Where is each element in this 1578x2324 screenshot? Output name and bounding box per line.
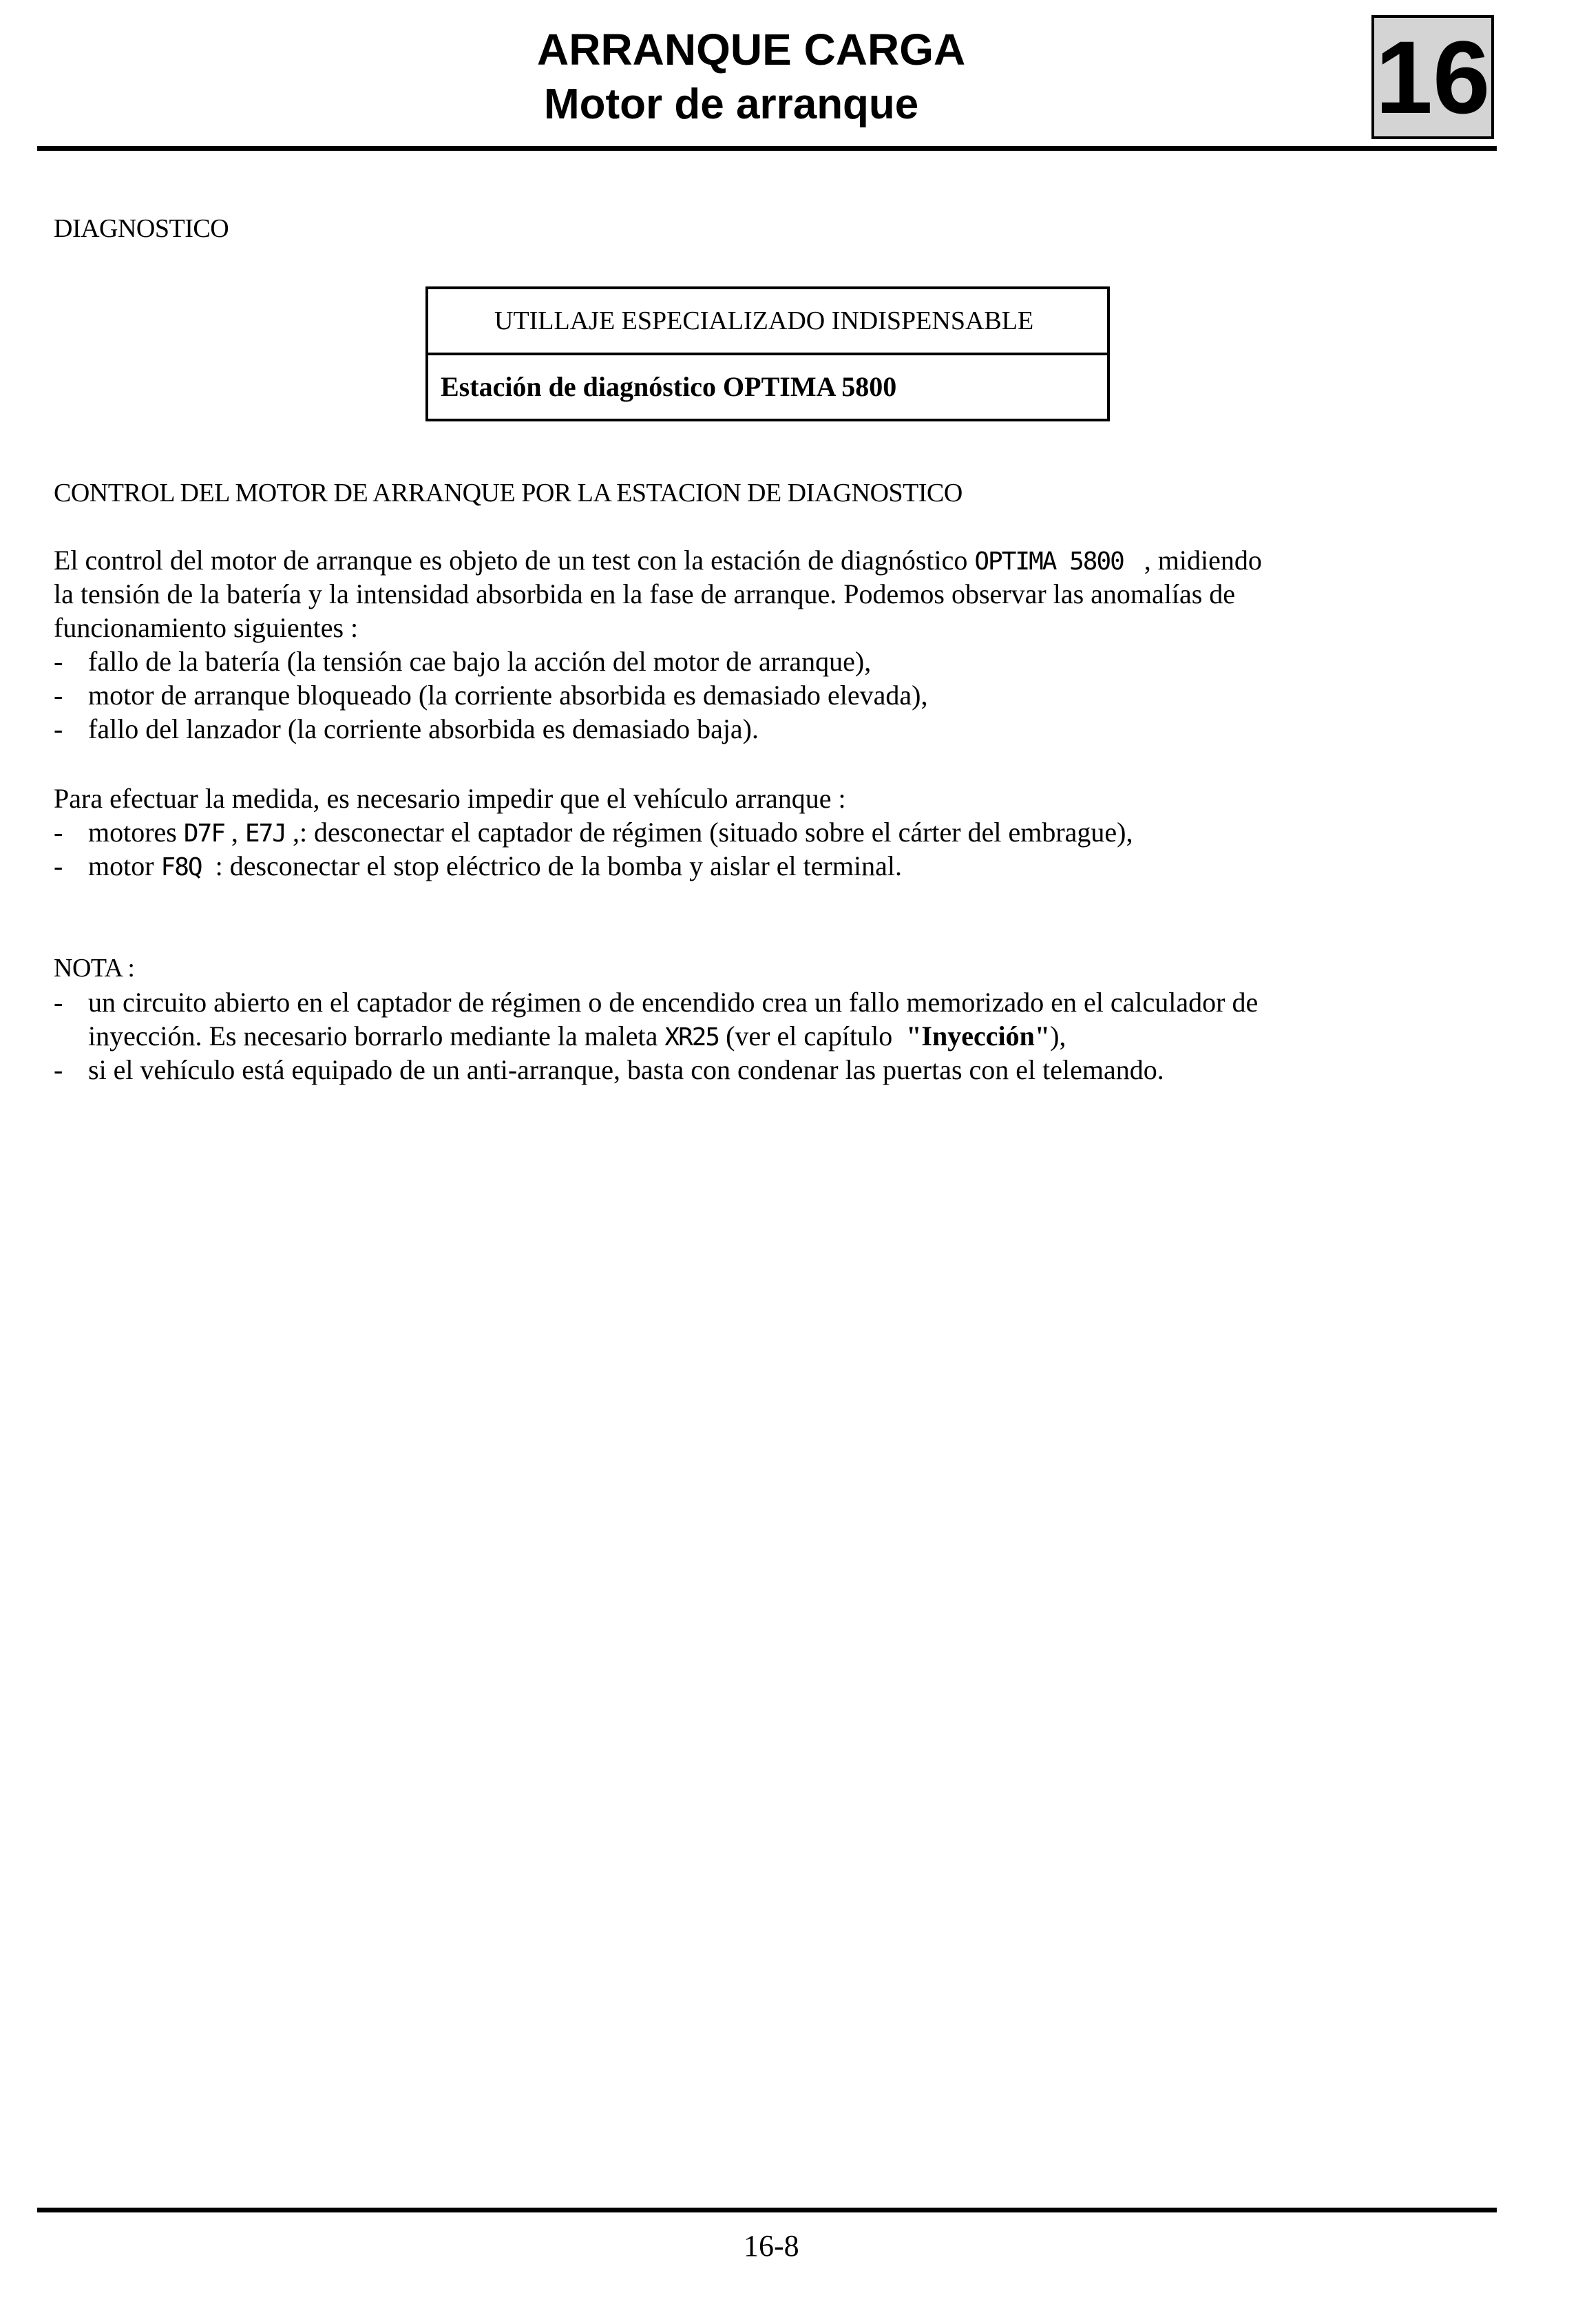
anomaly-item-2: motor de arranque bloqueado (la corriente absorbida es demasiado elevada), xyxy=(88,680,928,711)
anomaly-item-3: fallo del lanzador (la corriente absorbida es demasiado baja). xyxy=(88,713,759,744)
tool-table xyxy=(425,286,1110,421)
anomaly-item-1: fallo de la batería (la tensión cae bajo la acción del motor de arranque), xyxy=(88,646,872,677)
header-rule xyxy=(37,146,1497,151)
measure-dash-2: - xyxy=(54,850,63,881)
note-item-1-text-c: ), xyxy=(1050,1020,1066,1051)
note-item-1-line-2 xyxy=(88,1019,1066,1054)
section-title: DIAGNOSTICO xyxy=(54,214,229,243)
measure-item-1-sep: , xyxy=(224,817,245,848)
control-heading: CONTROL DEL MOTOR DE ARRANQUE POR LA ESTACION DE DIAGNOSTICO xyxy=(54,479,962,507)
chapter-reference: "Inyección" xyxy=(906,1020,1051,1051)
intro-line-1 xyxy=(54,543,1262,578)
note-item-2: si el vehículo está equipado de un anti-arranque, basta con condenar las puertas con el telemando. xyxy=(88,1054,1164,1085)
tool-table-row: Estación de diagnóstico OPTIMA 5800 xyxy=(441,371,897,402)
engine-code-d7f: D7F xyxy=(183,819,224,848)
intro-code: OPTIMA 5800 xyxy=(974,547,1124,576)
tool-table-header: UTILLAJE ESPECIALIZADO INDISPENSABLE xyxy=(494,306,1034,335)
intro-line-2: la tensión de la batería y la intensidad absorbida en la fase de arranque. Podemos observar las anomalías de xyxy=(54,578,1236,609)
page-subtitle: Motor de arranque xyxy=(544,81,919,128)
page-number: 16-8 xyxy=(744,2229,799,2263)
intro-text-b: , midiendo xyxy=(1123,545,1262,576)
anomaly-dash-3: - xyxy=(54,713,63,744)
measure-intro: Para efectuar la medida, es necesario impedir que el vehículo arranque : xyxy=(54,783,846,814)
measure-item-2-text-a: motor xyxy=(88,850,161,881)
measure-item-1 xyxy=(88,815,1133,850)
measure-item-1-text-a: motores xyxy=(88,817,184,848)
note-dash-2: - xyxy=(54,1054,63,1085)
intro-text-a: El control del motor de arranque es objeto de un test con la estación de diagnóstico xyxy=(54,545,975,576)
engine-code-f8q: F8Q xyxy=(160,853,202,881)
note-item-1-text-b: (ver el capítulo xyxy=(719,1020,907,1051)
measure-item-2 xyxy=(88,849,902,884)
note-dash-1: - xyxy=(54,987,63,1018)
anomaly-dash-2: - xyxy=(54,680,63,711)
measure-item-2-text-b: : desconectar el stop eléctrico de la bomba y aislar el terminal. xyxy=(201,850,902,881)
chapter-number-box: 16 xyxy=(1371,15,1494,139)
measure-dash-1: - xyxy=(54,817,63,848)
note-label: NOTA : xyxy=(54,954,135,983)
measure-item-1-text-b: ,: desconectar el captador de régimen (situado sobre el cárter del embrague), xyxy=(285,817,1133,848)
page-title: ARRANQUE CARGA xyxy=(537,25,966,74)
note-item-1-text-a: inyección. Es necesario borrarlo mediante la maleta xyxy=(88,1020,665,1051)
footer-rule xyxy=(37,2208,1497,2212)
note-item-1-line-1: un circuito abierto en el captador de régimen o de encendido crea un fallo memorizado en el calculador de xyxy=(88,987,1259,1018)
anomaly-dash-1: - xyxy=(54,646,63,677)
intro-line-3: funcionamiento siguientes : xyxy=(54,612,359,643)
tool-code-xr25: XR25 xyxy=(664,1023,719,1051)
tool-table-divider xyxy=(425,353,1107,355)
engine-code-e7j: E7J xyxy=(244,819,286,848)
